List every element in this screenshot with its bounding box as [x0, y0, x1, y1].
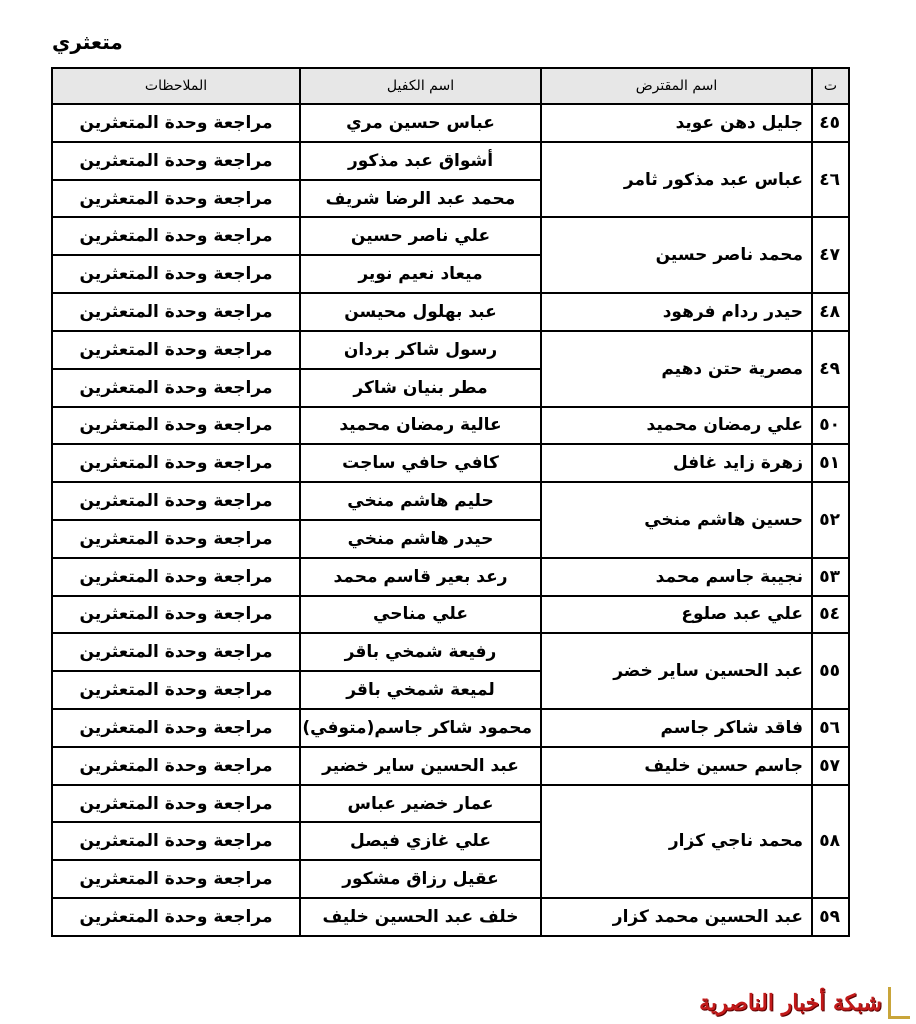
note-cell: مراجعة وحدة المتعثرين	[52, 785, 300, 823]
guarantor-cell: محمد عبد الرضا شريف	[300, 180, 541, 218]
table-row	[52, 331, 849, 369]
borrower-cell: عباس عبد مذكور ثامر	[541, 142, 812, 218]
guarantor-cell: عبد بهلول محيسن	[300, 293, 541, 331]
note-cell: مراجعة وحدة المتعثرين	[52, 709, 300, 747]
document-title: متعثري	[52, 30, 123, 54]
borrower-cell: علي عبد صلوع	[541, 596, 812, 634]
note-cell: مراجعة وحدة المتعثرين	[52, 331, 300, 369]
borrower-cell: محمد ناجي كزار	[541, 785, 812, 898]
borrower-cell: عبد الحسين محمد كزار	[541, 898, 812, 936]
note-cell: مراجعة وحدة المتعثرين	[52, 633, 300, 671]
note-cell: مراجعة وحدة المتعثرين	[52, 558, 300, 596]
borrower-cell: زهرة زايد غافل	[541, 444, 812, 482]
table-body	[52, 104, 849, 936]
guarantor-cell: علي مناحي	[300, 596, 541, 634]
guarantor-cell: ميعاد نعيم نوير	[300, 255, 541, 293]
borrower-cell: حسين هاشم منخي	[541, 482, 812, 558]
row-seq-cell: ٥٢	[812, 482, 849, 558]
table-row	[52, 407, 849, 445]
note-cell: مراجعة وحدة المتعثرين	[52, 482, 300, 520]
note-cell: مراجعة وحدة المتعثرين	[52, 444, 300, 482]
row-seq-cell: ٥٣	[812, 558, 849, 596]
guarantor-cell: رعد بعير قاسم محمد	[300, 558, 541, 596]
row-seq-cell: ٤٩	[812, 331, 849, 407]
guarantor-cell: علي ناصر حسين	[300, 217, 541, 255]
row-seq-cell: ٥٧	[812, 747, 849, 785]
note-cell: مراجعة وحدة المتعثرين	[52, 898, 300, 936]
guarantor-cell: كافي حافي ساجت	[300, 444, 541, 482]
table-row	[52, 217, 849, 255]
guarantor-cell: علي غازي فيصل	[300, 822, 541, 860]
table-row	[52, 293, 849, 331]
note-cell: مراجعة وحدة المتعثرين	[52, 822, 300, 860]
guarantor-cell: حيدر هاشم منخي	[300, 520, 541, 558]
logo-emblem-icon	[888, 987, 910, 1019]
note-cell: مراجعة وحدة المتعثرين	[52, 596, 300, 634]
borrower-cell: مصرية حتن دهيم	[541, 331, 812, 407]
guarantor-cell: أشواق عبد مذكور	[300, 142, 541, 180]
guarantor-cell: مطر بنيان شاكر	[300, 369, 541, 407]
table-row	[52, 747, 849, 785]
note-cell: مراجعة وحدة المتعثرين	[52, 747, 300, 785]
table-row	[52, 785, 849, 823]
table-row	[52, 709, 849, 747]
row-seq-cell: ٥٨	[812, 785, 849, 898]
guarantor-cell: رفيعة شمخي باقر	[300, 633, 541, 671]
borrower-cell: جليل دهن عويد	[541, 104, 812, 142]
note-cell: مراجعة وحدة المتعثرين	[52, 407, 300, 445]
note-cell: مراجعة وحدة المتعثرين	[52, 104, 300, 142]
guarantor-cell: عبد الحسين ساير خضير	[300, 747, 541, 785]
watermark-logo	[668, 985, 910, 1021]
table-row	[52, 482, 849, 520]
row-seq-cell: ٥١	[812, 444, 849, 482]
guarantor-cell: محمود شاكر جاسم(متوفي)	[300, 709, 541, 747]
note-cell: مراجعة وحدة المتعثرين	[52, 369, 300, 407]
row-seq-cell: ٥٠	[812, 407, 849, 445]
note-cell: مراجعة وحدة المتعثرين	[52, 217, 300, 255]
row-seq-cell: ٥٥	[812, 633, 849, 709]
row-seq-cell: ٤٨	[812, 293, 849, 331]
note-cell: مراجعة وحدة المتعثرين	[52, 520, 300, 558]
table-row	[52, 596, 849, 634]
guarantor-cell: عالية رمضان محميد	[300, 407, 541, 445]
guarantor-cell: عقيل رزاق مشكور	[300, 860, 541, 898]
header-borrower: اسم المقترض	[541, 68, 812, 104]
row-seq-cell: ٥٤	[812, 596, 849, 634]
table-row	[52, 898, 849, 936]
table-row	[52, 142, 849, 180]
borrower-cell: فاقد شاكر جاسم	[541, 709, 812, 747]
guarantor-cell: حليم هاشم منخي	[300, 482, 541, 520]
note-cell: مراجعة وحدة المتعثرين	[52, 671, 300, 709]
borrower-cell: عبد الحسين ساير خضر	[541, 633, 812, 709]
guarantor-cell: لميعة شمخي باقر	[300, 671, 541, 709]
borrower-cell: محمد ناصر حسين	[541, 217, 812, 293]
row-seq-cell: ٤٥	[812, 104, 849, 142]
borrower-cell: جاسم حسين خليف	[541, 747, 812, 785]
note-cell: مراجعة وحدة المتعثرين	[52, 142, 300, 180]
row-seq-cell: ٥٩	[812, 898, 849, 936]
note-cell: مراجعة وحدة المتعثرين	[52, 180, 300, 218]
row-seq-cell: ٥٦	[812, 709, 849, 747]
borrower-cell: علي رمضان محميد	[541, 407, 812, 445]
guarantor-cell: خلف عبد الحسين خليف	[300, 898, 541, 936]
defaulters-table	[51, 67, 850, 937]
row-seq-cell: ٤٧	[812, 217, 849, 293]
guarantor-cell: رسول شاكر بردان	[300, 331, 541, 369]
header-seq: ت	[812, 68, 849, 104]
note-cell: مراجعة وحدة المتعثرين	[52, 293, 300, 331]
guarantor-cell: عباس حسين مري	[300, 104, 541, 142]
table-row	[52, 444, 849, 482]
borrower-cell: حيدر ردام فرهود	[541, 293, 812, 331]
table-row	[52, 558, 849, 596]
borrower-cell: نجيبة جاسم محمد	[541, 558, 812, 596]
table-header-row	[52, 68, 849, 104]
watermark-text: شبكة أخبار الناصرية	[699, 990, 882, 1016]
header-notes: الملاحظات	[52, 68, 300, 104]
guarantor-cell: عمار خضير عباس	[300, 785, 541, 823]
table-row	[52, 104, 849, 142]
header-guarantor: اسم الكفيل	[300, 68, 541, 104]
note-cell: مراجعة وحدة المتعثرين	[52, 255, 300, 293]
note-cell: مراجعة وحدة المتعثرين	[52, 860, 300, 898]
table-row	[52, 633, 849, 671]
row-seq-cell: ٤٦	[812, 142, 849, 218]
